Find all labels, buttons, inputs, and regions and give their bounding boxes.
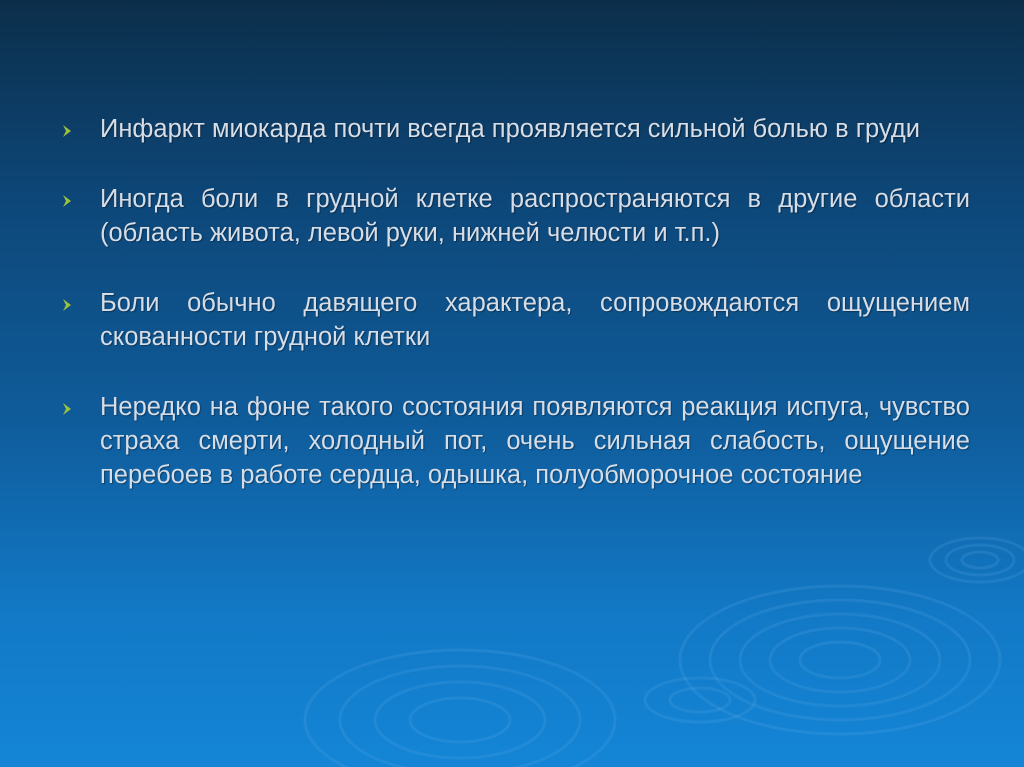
bullet-text: Боли обычно давящего характера, сопровождаются ощущением скованности грудной клетки	[100, 289, 970, 351]
bullet-list	[58, 112, 970, 528]
arrowhead-bullet-icon	[60, 402, 74, 416]
bullet-item	[58, 182, 970, 250]
bullet-item	[58, 112, 970, 146]
arrowhead-bullet-icon	[60, 124, 74, 138]
arrowhead-bullet-icon	[60, 194, 74, 208]
arrowhead-bullet-icon	[60, 298, 74, 312]
bullet-text: Инфаркт миокарда почти всегда проявляется сильной болью в груди	[100, 115, 920, 143]
bullet-item	[58, 390, 970, 492]
bullet-text: Иногда боли в грудной клетке распространяются в другие области (область живота, левой руки, нижней челюсти и т.п.)	[100, 185, 970, 247]
bullet-text: Нередко на фоне такого состояния появляются реакция испуга, чувство страха смерти, холодный пот, очень сильная слабость, ощущение перебоев в работе сердца, одышка, полуобморочное состояние	[100, 393, 970, 489]
bullet-item	[58, 286, 970, 354]
